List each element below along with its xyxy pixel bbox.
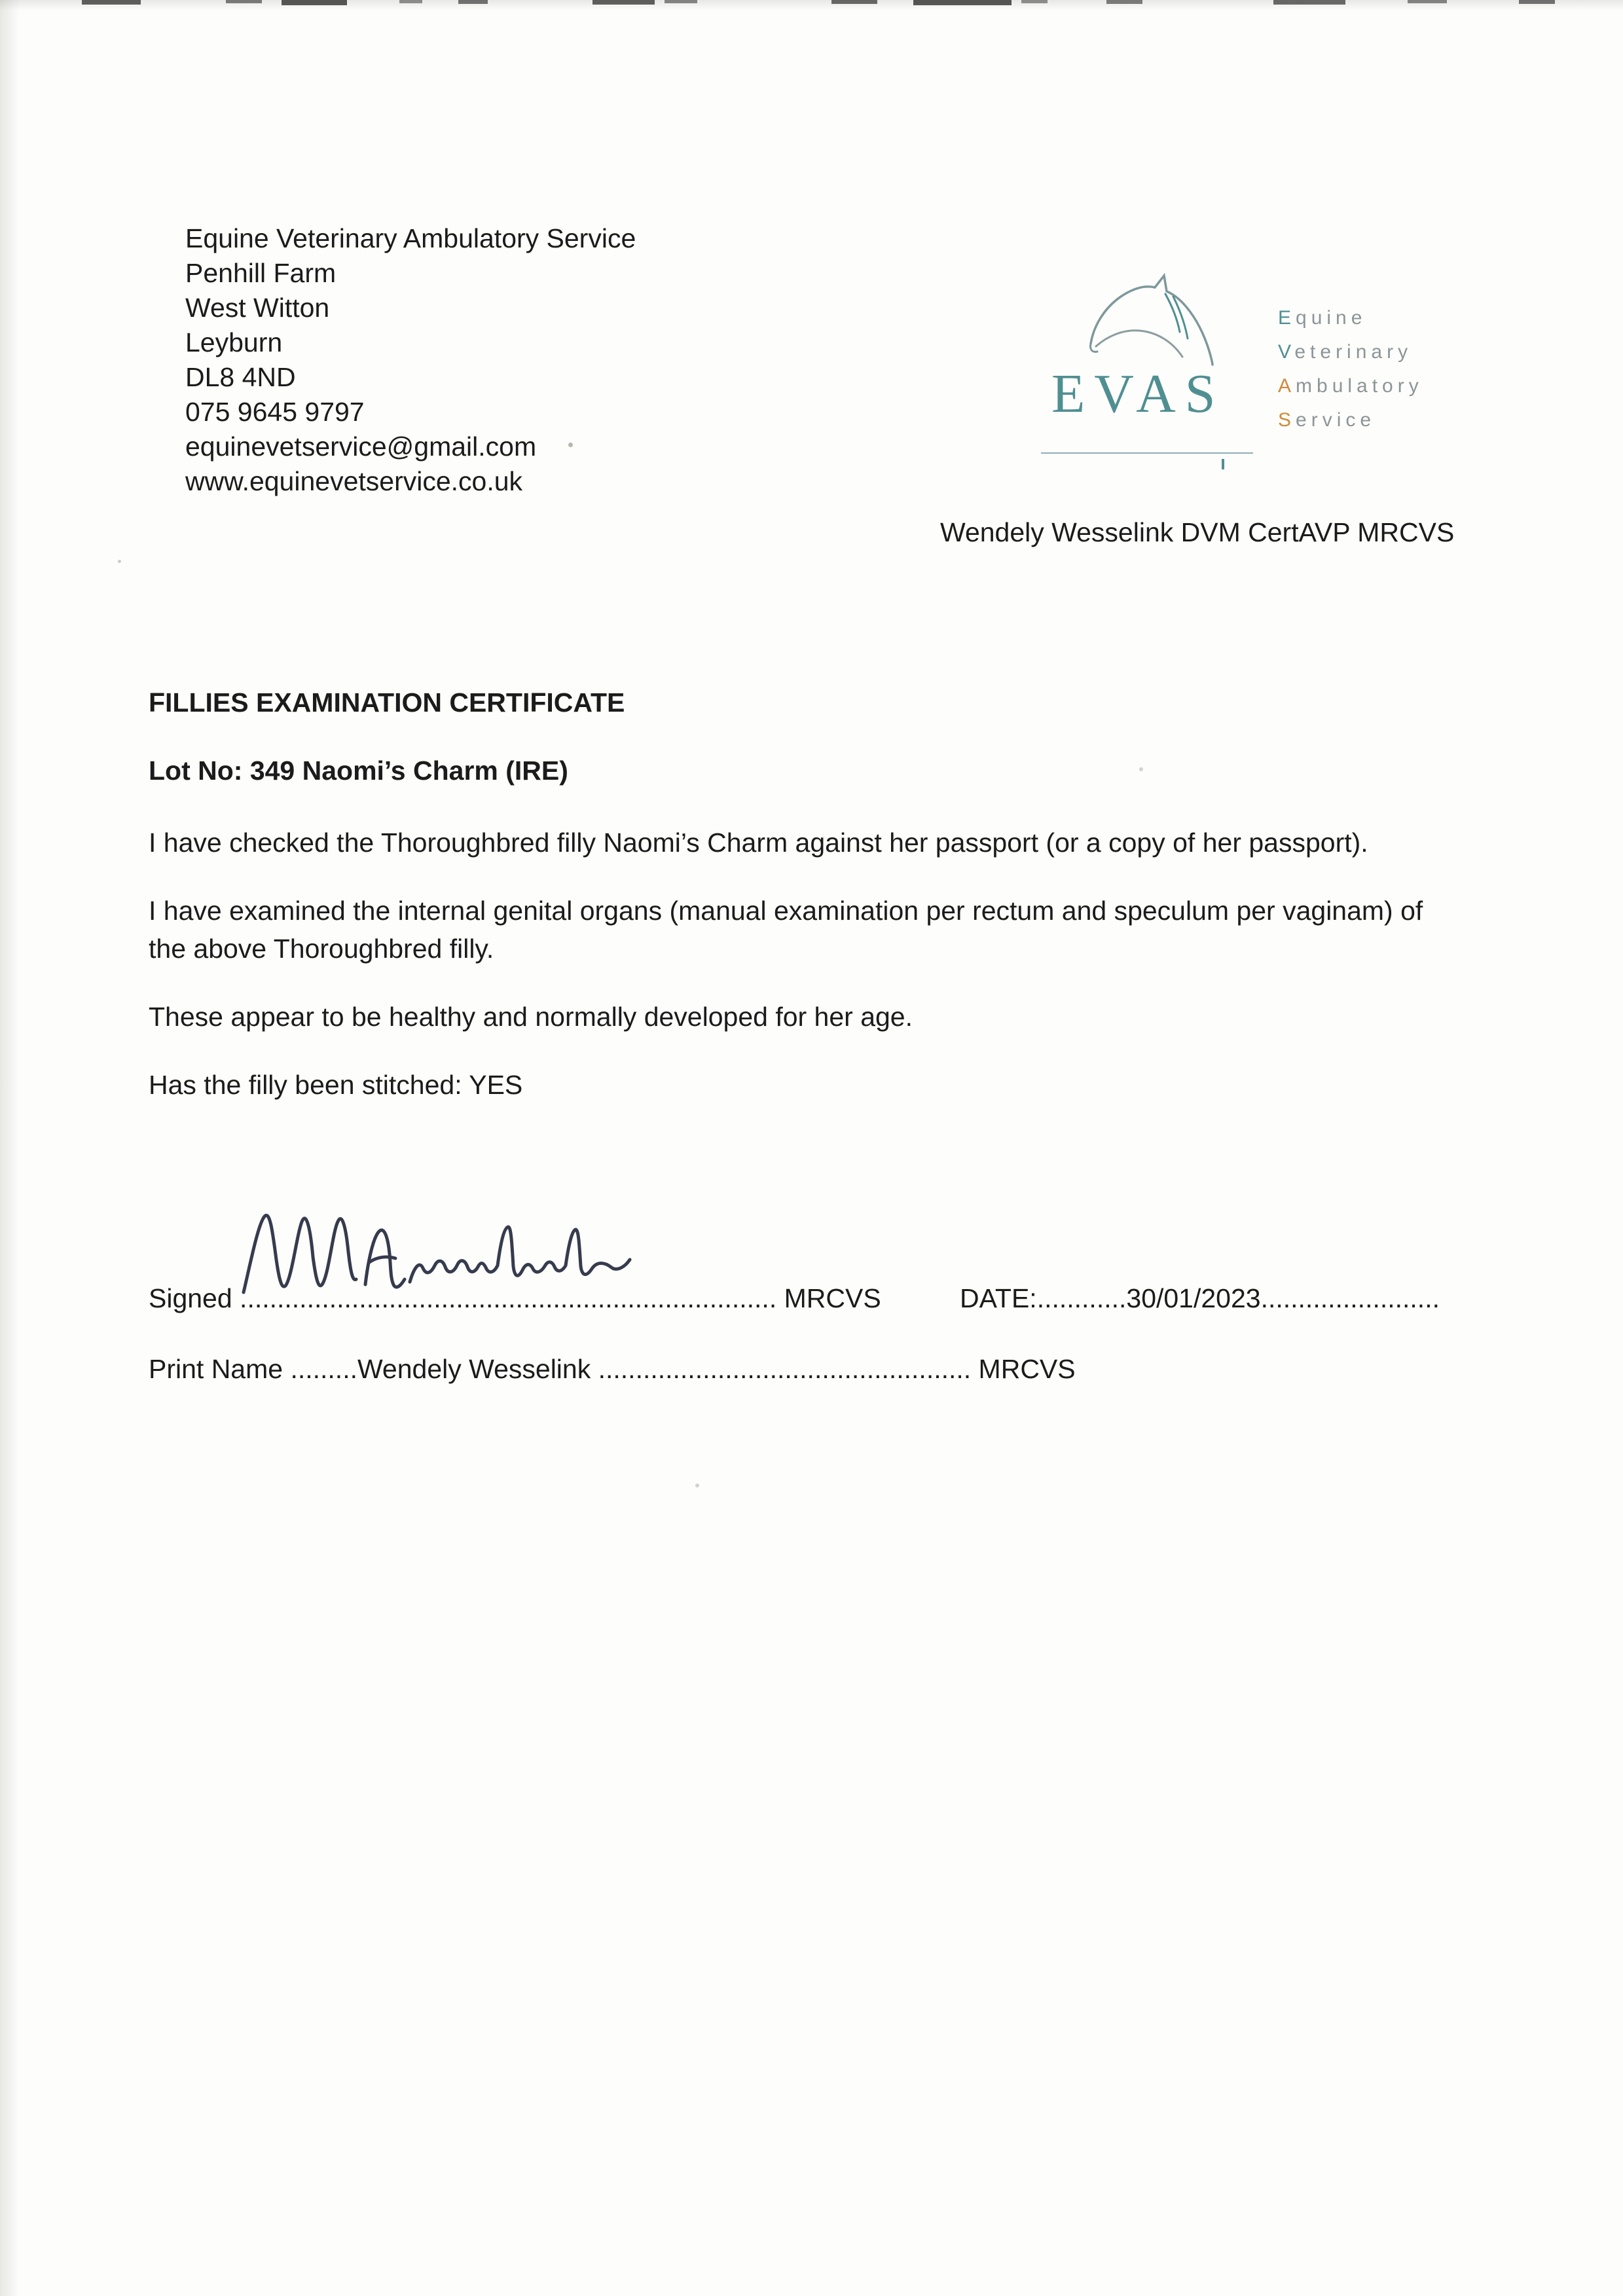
logo-word-equine xyxy=(1278,301,1423,335)
lot-number-line: Lot No: 349 Naomi’s Charm (IRE) xyxy=(149,756,568,786)
logo-tick-mark xyxy=(1222,459,1224,469)
scan-artifact xyxy=(593,0,655,5)
sender-address-line: Leyburn xyxy=(185,327,283,357)
sender-org: Equine Veterinary Ambulatory Service xyxy=(185,223,636,253)
sender-phone: 075 9645 9797 xyxy=(185,397,365,427)
logo-word-initial: S xyxy=(1278,409,1296,431)
scan-artifact xyxy=(1021,0,1048,3)
scan-artifact xyxy=(1273,0,1345,5)
logo-word-initial: A xyxy=(1278,375,1296,397)
scan-artifact xyxy=(82,0,141,5)
logo-word-veterinary xyxy=(1278,335,1423,369)
logo-word-ambulatory xyxy=(1278,369,1423,403)
logo-divider-line xyxy=(1041,452,1253,454)
scan-artifact xyxy=(399,0,422,3)
sender-address-block xyxy=(185,221,636,499)
logo-word-rest: quine xyxy=(1296,307,1367,329)
certificate-title: FILLIES EXAMINATION CERTIFICATE xyxy=(149,687,625,718)
logo-word-list xyxy=(1278,301,1423,437)
evas-logo xyxy=(1041,272,1257,481)
paragraph-health-statement: These appear to be healthy and normally developed for her age. xyxy=(149,1002,913,1032)
scan-artifact xyxy=(831,0,877,4)
logo-word-service xyxy=(1278,403,1423,437)
scan-artifact xyxy=(913,0,1012,5)
scan-artifact xyxy=(458,0,488,4)
logo-word-rest: eterinary xyxy=(1294,341,1413,363)
logo-word-initial: E xyxy=(1278,307,1296,329)
logo-word-rest: ervice xyxy=(1296,409,1376,431)
sender-email: equinevetservice@gmail.com xyxy=(185,431,537,462)
paragraph-stitched-status: Has the filly been stitched: YES xyxy=(149,1070,523,1100)
scan-artifact xyxy=(1408,0,1447,3)
date-line: DATE:............30/01/2023........................ xyxy=(960,1283,1440,1313)
paragraph-passport-check: I have checked the Thoroughbred filly Naomi’s Charm against her passport (or a copy of her passport). xyxy=(149,828,1368,858)
scan-speck xyxy=(1139,767,1143,771)
sender-address-line: West Witton xyxy=(185,293,330,323)
scan-speck xyxy=(695,1484,699,1487)
scan-artifact xyxy=(1519,0,1555,4)
scan-artifact xyxy=(226,0,262,3)
scan-artifact xyxy=(282,0,347,5)
logo-word-initial: V xyxy=(1278,341,1295,363)
paragraph-examination: I have examined the internal genital organs (manual examination per rectum and speculum per vaginam) of the above Thoroughbred filly. xyxy=(149,896,1423,964)
sender-postcode: DL8 4ND xyxy=(185,362,296,392)
scan-artifact xyxy=(1106,0,1142,4)
sender-website: www.equinevetservice.co.uk xyxy=(185,466,523,496)
signed-line: Signed ........................................................................ MRCVS xyxy=(149,1283,881,1313)
veterinarian-name-line: Wendely Wesselink DVM CertAVP MRCVS xyxy=(940,517,1455,547)
horse-head-icon xyxy=(1067,268,1224,373)
scan-artifact xyxy=(665,0,697,3)
evas-wordmark: EVAS xyxy=(1051,363,1225,424)
sender-address-line: Penhill Farm xyxy=(185,258,337,288)
print-name-line: Print Name .........Wendely Wesselink .................................................. MRCVS xyxy=(149,1354,1076,1384)
scan-speck xyxy=(118,560,121,563)
logo-word-rest: mbulatory xyxy=(1296,375,1423,397)
